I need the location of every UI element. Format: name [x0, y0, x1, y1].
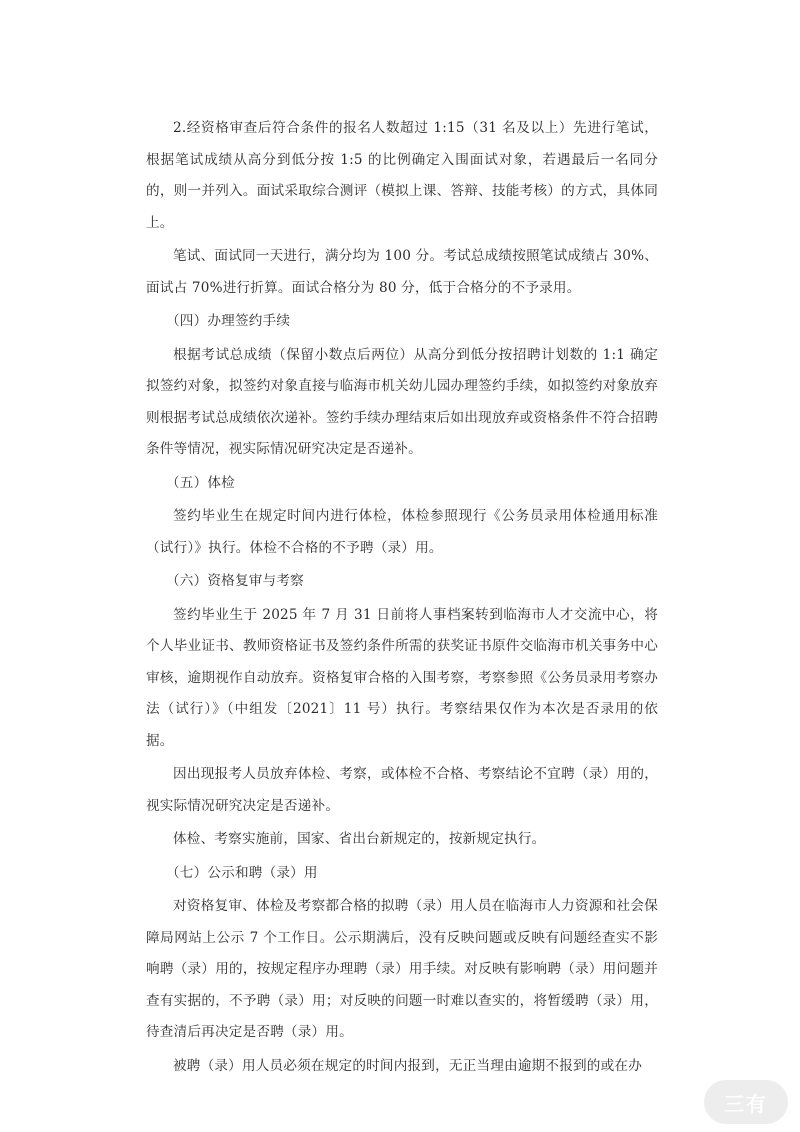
watermark-logo [704, 1080, 788, 1124]
section-heading-publicity: （七）公示和聘（录）用 [166, 864, 318, 881]
section-heading-medical-exam: （五）体检 [166, 474, 235, 491]
paragraph-replacement: 因出现报考人员放弃体检、考察，或体检不合格、考察结论不宜聘（录）用的，视实际情况研究决定是否递补。 [146, 766, 658, 814]
paragraph-publicity: 对资格复审、体检及考察都合格的拟聘（录）用人员在临海市人力资源和社会保障局网站上公示 7 个工作日。公示期满后，没有反映问题或反映有问题经查实不影响聘（录）用的，按规定程序办理聘（录）用手续。对反映有影响聘（录）用问题并查有实据的，不予聘（录）用；对反映的问题一时难以查实的，将暂缓聘（录）用，待查清后再决定是否聘（录）用。 [146, 898, 658, 1040]
section-heading-review: （六）资格复审与考察 [166, 573, 304, 589]
section-heading-signing: （四）办理签约手续 [166, 313, 291, 329]
paragraph-reporting: 被聘（录）用人员必须在规定的时间内报到，无正当理由逾期不报到的或在办 [173, 1057, 642, 1074]
paragraph-new-rules: 体检、考察实施前，国家、省出台新规定的，按新规定执行。 [173, 831, 546, 847]
paragraph-medical-exam: 签约毕业生在规定时间内进行体检，体检参照现行《公务员录用体检通用标准（试行）》执行。体检不合格的不予聘（录）用。 [146, 508, 658, 556]
watermark-text: 三有 [724, 1091, 768, 1116]
paragraph-written-exam-rule: 2.经资格审查后符合条件的报名人数超过 1:15（31 名及以上）先进行笔试，根据笔试成绩从高分到低分按 1:5 的比例确定入围面试对象，若遇最后一名同分的，则一并列入。面试采取综合测评（模拟上课、答辩、技能考核）的方式，具体同上。 [146, 120, 658, 231]
paragraph-signing: 根据考试总成绩（保留小数点后两位）从高分到低分按招聘计划数的 1:1 确定拟签约对象，拟签约对象直接与临海市机关幼儿园办理签约手续，如拟签约对象放弃则根据考试总成绩依次递补。签约手续办理结束后如出现放弃或资格条件不符合招聘条件等情况，视实际情况研究决定是否递补。 [146, 346, 658, 457]
paragraph-review: 签约毕业生于 2025 年 7 月 31 日前将人事档案转到临海市人才交流中心，将个人毕业证书、教师资格证书及签约条件所需的获奖证书原件交临海市机关事务中心审核，逾期视作自动放弃。资格复审合格的入围考察，考察参照《公务员录用考察办法（试行）》（中组发〔2021〕11 号）执行。考察结果仅作为本次是否录用的依据。 [146, 606, 658, 749]
document-body [146, 113, 658, 1084]
paragraph-score-weighting: 笔试、面试同一天进行，满分均为 100 分。考试总成绩按照笔试成绩占 30%、面试占 70%进行折算。面试合格分为 80 分，低于合格分的不予录用。 [146, 248, 658, 296]
